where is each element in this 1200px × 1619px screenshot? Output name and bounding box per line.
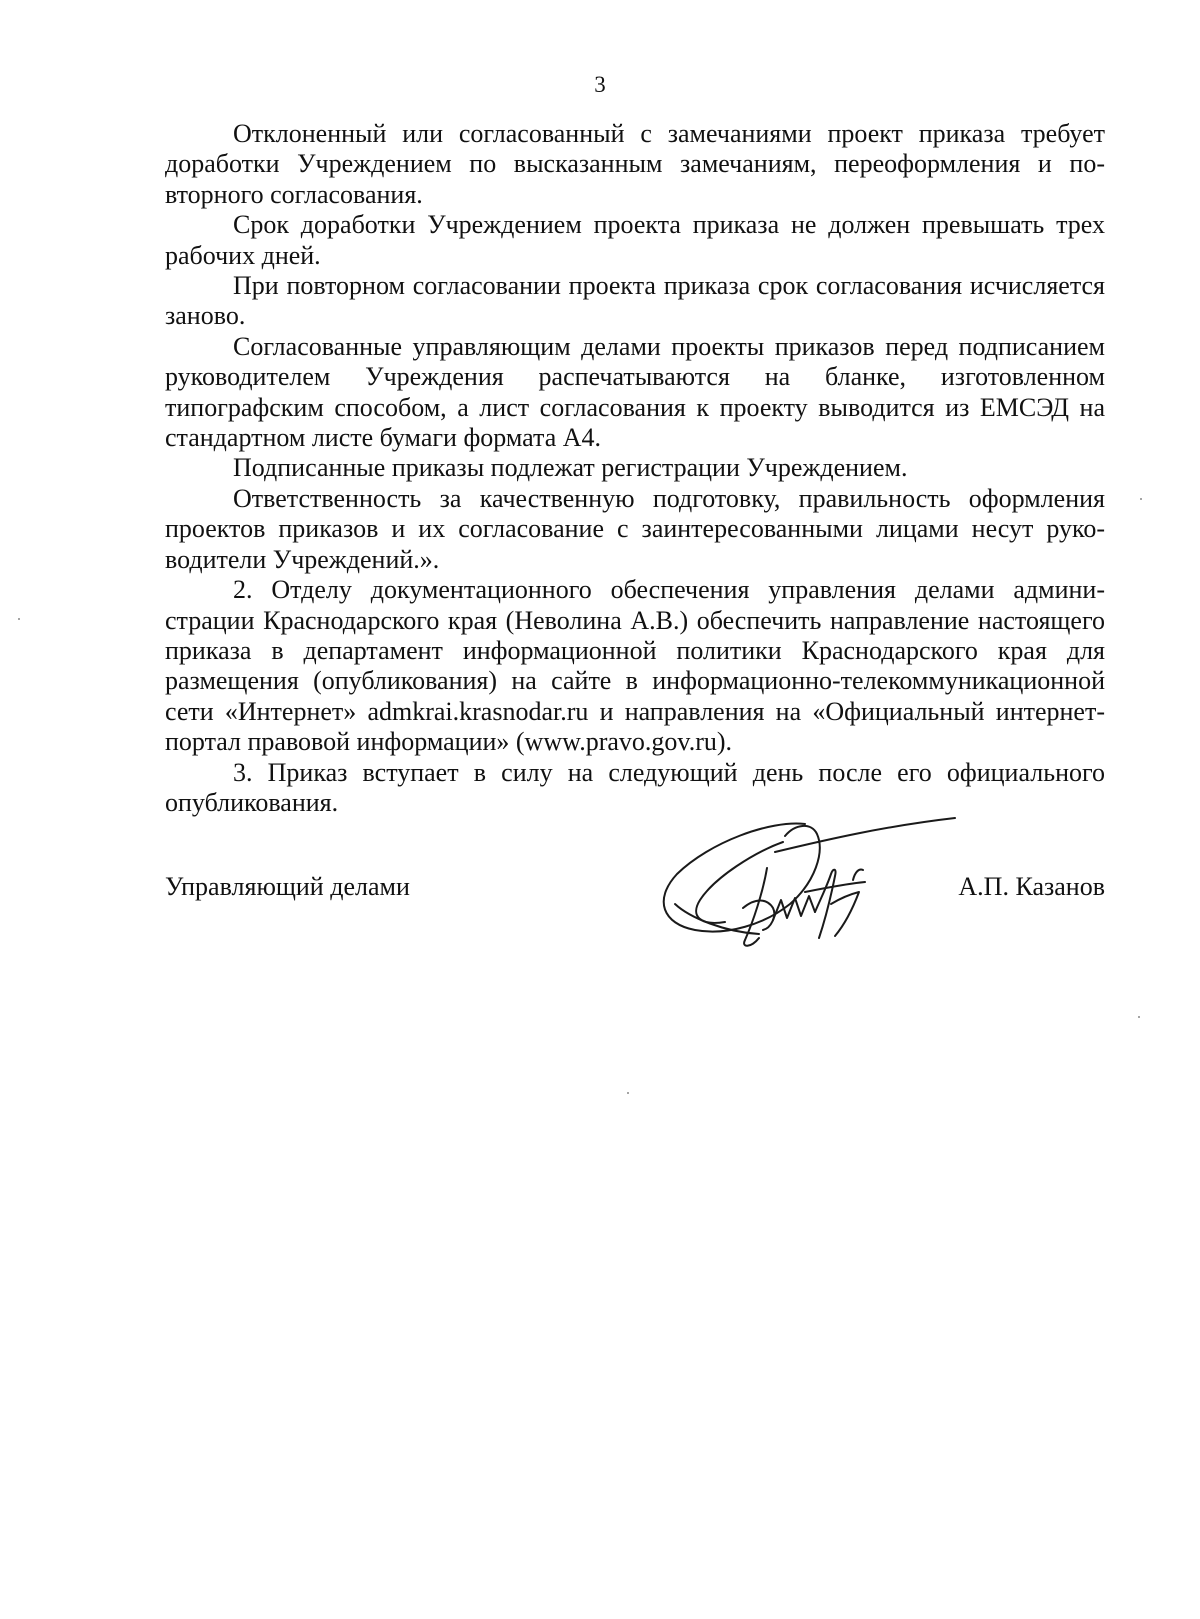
page-number: 3 [594, 72, 606, 97]
paragraph-item-2-publication: 2. Отделу документационного обеспечения управления делами администрации Краснодарского края (Неволина А.В.) обеспечить направление настоящего приказа в департамент информационной политики Краснодарского края для размещения (опубликования) на сайте в информационно-телекоммуникационной сети «Интернет» admkrai.krasnodar.ru и направления на «Официальный интернет-портал правовой информации» (www.pravo.gov.ru). [165, 575, 1105, 757]
paragraph-rework-required: Отклоненный или согласованный с замечаниями проект приказа требует доработки Учреждением по высказанным замечаниям, переоформления и повторного согласования. [165, 119, 1105, 209]
paragraph-reapproval-term: При повторном согласовании проекта приказа срок согласования исчисляется заново. [165, 271, 1105, 331]
paragraph-registration: Подписанные приказы подлежат регистрации Учреждением. [233, 453, 908, 483]
paragraph-item-3-effective-date: 3. Приказ вступает в силу на следующий день после его официального опубликования. [165, 757, 1105, 817]
scan-speck [627, 1092, 629, 1094]
scan-speck [1140, 498, 1142, 500]
paragraph-rework-deadline: Срок доработки Учреждением проекта приказа не должен превышать трех рабочих дней. [165, 210, 1105, 270]
signer-position: Управляющий делами [165, 872, 410, 901]
paragraph-printing-rules: Согласованные управляющим делами проекты приказов перед подписанием руководителем Учреждения распечатываются на бланке, изготовленном типографским способом, а лист согласования к проекту выводится из ЕМСЭД на стандартном листе бумаги формата А4. [165, 331, 1105, 453]
scan-speck [1138, 1016, 1140, 1018]
handwritten-signature [655, 812, 965, 962]
document-body [165, 119, 1105, 818]
scan-speck [18, 618, 20, 620]
paragraph-responsibility: Ответственность за качественную подготовку, правильность оформления проектов приказов и их согласование с заинтересованными лицами несут руководители Учреждений.». [165, 483, 1105, 574]
signer-name: А.П. Казанов [958, 872, 1105, 901]
